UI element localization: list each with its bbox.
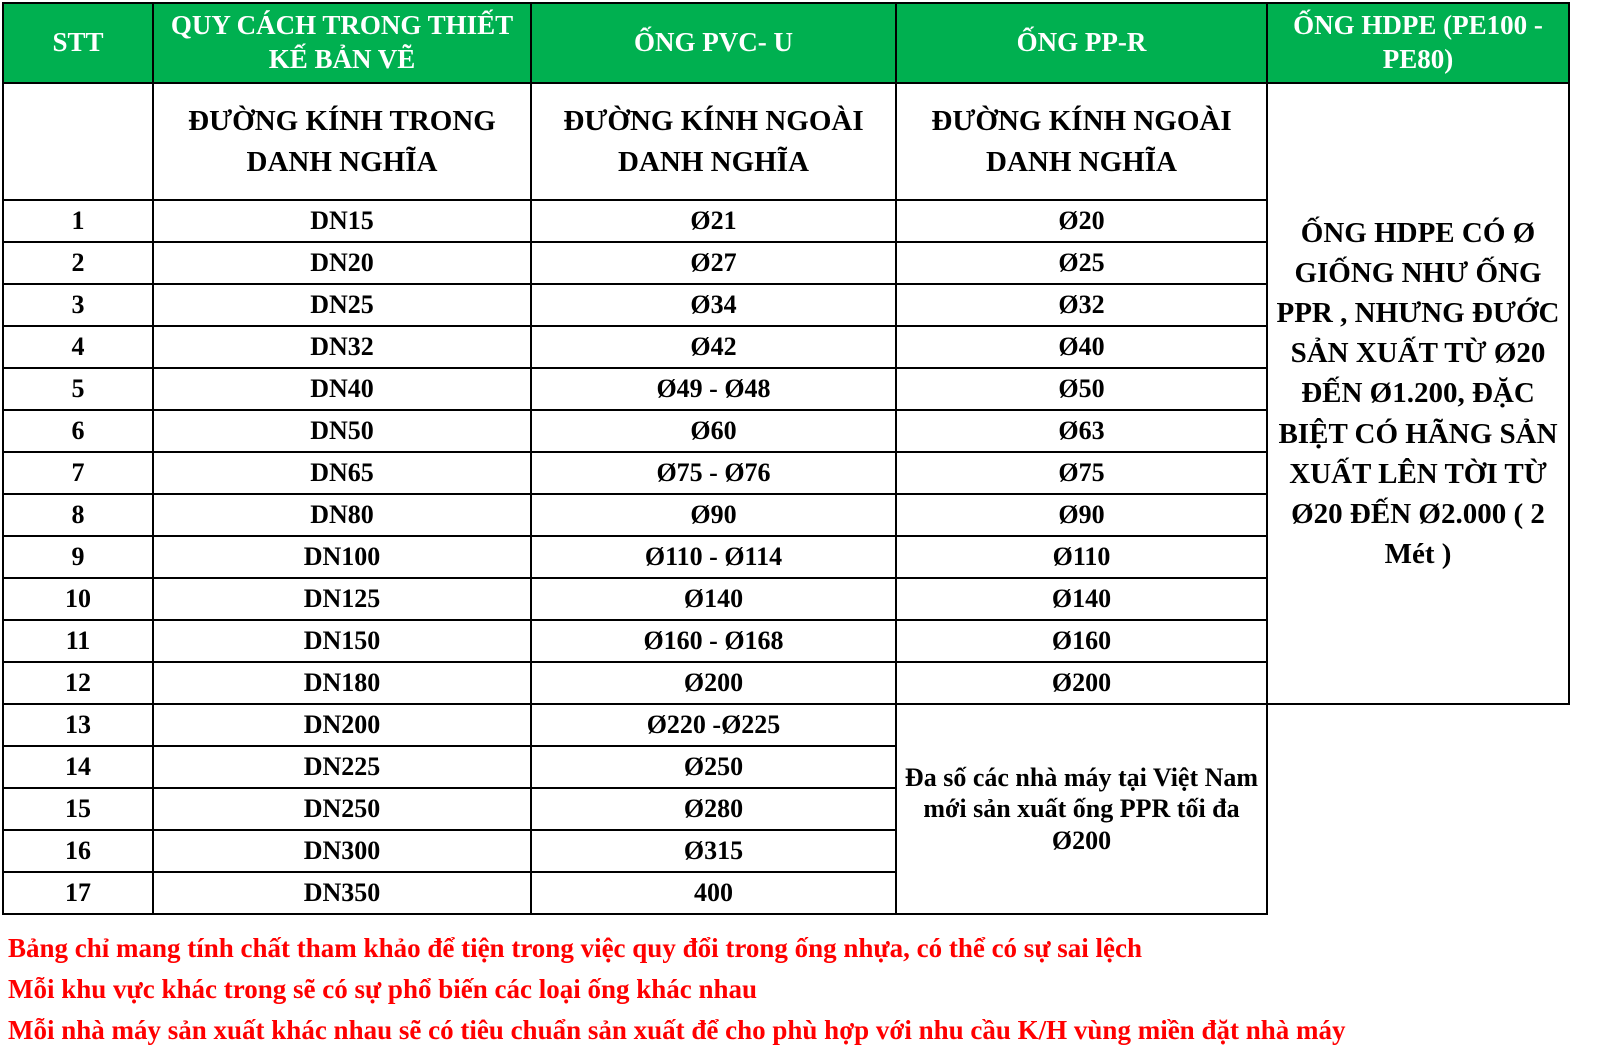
subheader-design: ĐƯỜNG KÍNH TRONG DANH NGHĨA [153, 83, 531, 200]
row-stt: 11 [3, 620, 153, 662]
row-dn: DN150 [153, 620, 531, 662]
row-stt: 13 [3, 704, 153, 746]
row-dn: DN350 [153, 872, 531, 914]
row-dn: DN20 [153, 242, 531, 284]
row-dn: DN100 [153, 536, 531, 578]
header-design-spec: QUY CÁCH TRONG THIẾT KẾ BẢN VẼ [153, 3, 531, 83]
pipe-size-table [2, 2, 1570, 915]
row-ppr: Ø50 [896, 368, 1267, 410]
header-ppr: ỐNG PP-R [896, 3, 1267, 83]
row-stt: 5 [3, 368, 153, 410]
footnote-1: Bảng chỉ mang tính chất tham khảo để tiện trong việc quy đổi trong ống nhựa, có thể có sự sai lệch [8, 933, 1143, 963]
row-pvc: Ø200 [531, 662, 896, 704]
row-stt: 17 [3, 872, 153, 914]
ppr-note: Đa số các nhà máy tại Việt Nam mới sản xuất ống PPR tối đa Ø200 [896, 704, 1267, 914]
row-dn: DN180 [153, 662, 531, 704]
header-hdpe: ỐNG HDPE (PE100 - PE80) [1267, 3, 1569, 83]
row-pvc: Ø75 - Ø76 [531, 452, 896, 494]
row-ppr: Ø75 [896, 452, 1267, 494]
row-dn: DN80 [153, 494, 531, 536]
row-ppr: Ø140 [896, 578, 1267, 620]
row-stt: 2 [3, 242, 153, 284]
row-dn: DN250 [153, 788, 531, 830]
row-pvc: Ø250 [531, 746, 896, 788]
row-dn: DN65 [153, 452, 531, 494]
row-pvc: Ø34 [531, 284, 896, 326]
row-ppr: Ø110 [896, 536, 1267, 578]
row-stt: 6 [3, 410, 153, 452]
row-dn: DN32 [153, 326, 531, 368]
header-pvc-u: ỐNG PVC- U [531, 3, 896, 83]
hdpe-note: ỐNG HDPE CÓ Ø GIỐNG NHƯ ỐNG PPR , NHƯNG ĐƯỚC SẢN XUẤT TỪ Ø20 ĐẾN Ø1.200, ĐẶC BIỆT CÓ HÃNG SẢN XUẤT LÊN TỜI TỪ Ø20 ĐẾN Ø2.000 ( 2 Mét ) [1267, 83, 1569, 704]
row-ppr: Ø20 [896, 200, 1267, 242]
row-pvc: Ø27 [531, 242, 896, 284]
footnote-3: Mỗi nhà máy sản xuất khác nhau sẽ có tiêu chuẩn sản xuất để cho phù hợp với nhu cầu K/H vùng miền đặt nhà máy [8, 1015, 1346, 1045]
row-stt: 12 [3, 662, 153, 704]
row-ppr: Ø32 [896, 284, 1267, 326]
row-stt: 16 [3, 830, 153, 872]
row-pvc: 400 [531, 872, 896, 914]
row-dn: DN200 [153, 704, 531, 746]
row-ppr: Ø200 [896, 662, 1267, 704]
subheader-pvc: ĐƯỜNG KÍNH NGOÀI DANH NGHĨA [531, 83, 896, 200]
row-pvc: Ø140 [531, 578, 896, 620]
row-stt: 8 [3, 494, 153, 536]
row-ppr: Ø25 [896, 242, 1267, 284]
row-dn: DN50 [153, 410, 531, 452]
row-pvc: Ø220 -Ø225 [531, 704, 896, 746]
row-pvc: Ø21 [531, 200, 896, 242]
subheader-ppr: ĐƯỜNG KÍNH NGOÀI DANH NGHĨA [896, 83, 1267, 200]
row-dn: DN25 [153, 284, 531, 326]
row-pvc: Ø60 [531, 410, 896, 452]
row-stt: 15 [3, 788, 153, 830]
row-pvc: Ø280 [531, 788, 896, 830]
row-pvc: Ø42 [531, 326, 896, 368]
row-ppr: Ø63 [896, 410, 1267, 452]
row-ppr: Ø40 [896, 326, 1267, 368]
row-stt: 4 [3, 326, 153, 368]
row-pvc: Ø160 - Ø168 [531, 620, 896, 662]
row-ppr: Ø160 [896, 620, 1267, 662]
row-stt: 10 [3, 578, 153, 620]
row-dn: DN15 [153, 200, 531, 242]
header-row [3, 3, 1569, 83]
row-dn: DN300 [153, 830, 531, 872]
row-dn: DN125 [153, 578, 531, 620]
subheader-row [3, 83, 1569, 200]
row-stt: 3 [3, 284, 153, 326]
row-stt: 9 [3, 536, 153, 578]
header-stt: STT [3, 3, 153, 83]
row-pvc: Ø49 - Ø48 [531, 368, 896, 410]
row-pvc: Ø90 [531, 494, 896, 536]
table-row [3, 704, 1569, 746]
table-row [3, 746, 1569, 788]
table-row [3, 788, 1569, 830]
footnote-2: Mỗi khu vực khác trong sẽ có sự phổ biến các loại ống khác nhau [8, 974, 758, 1004]
row-pvc: Ø110 - Ø114 [531, 536, 896, 578]
row-ppr: Ø90 [896, 494, 1267, 536]
subheader-stt [3, 83, 153, 200]
row-dn: DN40 [153, 368, 531, 410]
row-pvc: Ø315 [531, 830, 896, 872]
table-row [3, 830, 1569, 872]
table-row [3, 872, 1569, 914]
footnotes [8, 928, 1345, 1051]
row-stt: 14 [3, 746, 153, 788]
row-dn: DN225 [153, 746, 531, 788]
row-stt: 1 [3, 200, 153, 242]
row-stt: 7 [3, 452, 153, 494]
